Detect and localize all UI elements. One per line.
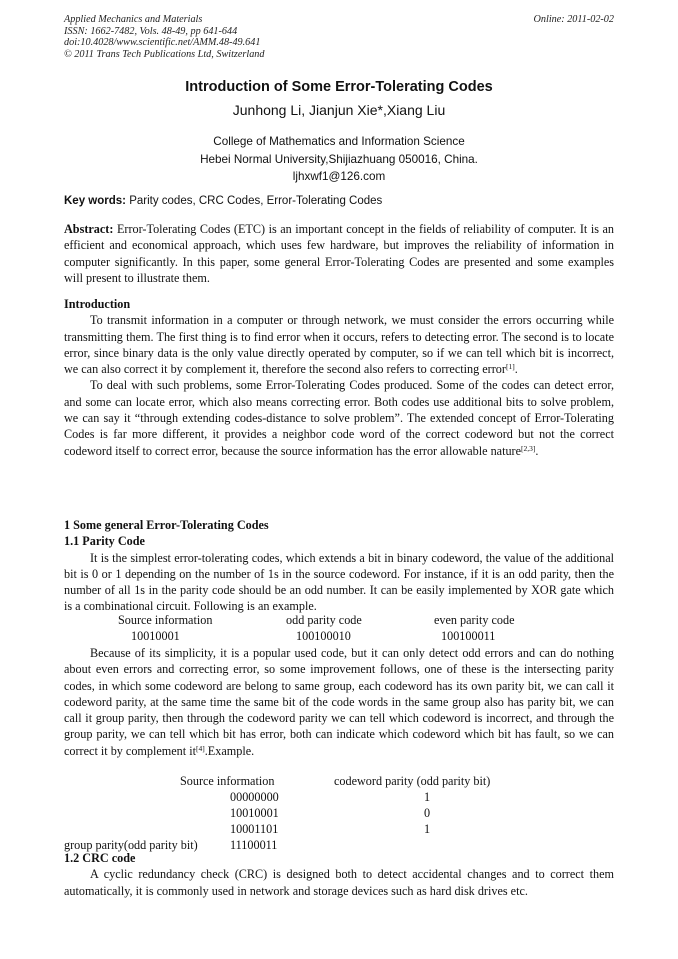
table-cell: 1	[424, 822, 431, 836]
crc-paragraph: A cyclic redundancy check (CRC) is designed both to detect accidental changes and to correct them automatically, it is commonly used in network and storage devices such as hard disk drives etc.	[64, 867, 614, 898]
table-header: even parity code	[434, 613, 515, 627]
journal-issn: ISSN: 1662-7482, Vols. 48-49, pp 641-644	[64, 25, 238, 37]
parity-paragraph-2: Because of its simplicity, it is a popular used code, but it can only detect odd errors and can do nothing about even errors and correcting error, so some improvement follows, one of these is the intersecting parity codes, in which some codeword are belong to same group, each codeword has its own parity bit, we can call it codeword parity, at the same time the same bit of the code words in the same group also has parity bit, we can call it group parity, then through the codeword parity we can tell which codeword is incorrect, and through the group parity, we can tell which bit has error, both can indicate which codeword which bit has fault, so we can correct it by complement it[4].Example.	[64, 646, 614, 758]
subsection-1-2-heading: 1.2 CRC code	[64, 851, 136, 865]
group-parity-label: group parity(odd parity bit)	[64, 838, 198, 852]
paper-authors: Junhong Li, Jianjun Xie*,Xiang Liu	[232, 102, 446, 118]
table-cell: 0	[424, 806, 431, 820]
subsection-1-1-heading: 1.1 Parity Code	[64, 534, 145, 549]
citation-4: [4]	[196, 743, 205, 753]
citation-2-3: [2,3]	[521, 443, 536, 453]
keywords	[64, 195, 382, 207]
intersecting-parity-table	[0, 773, 678, 853]
affiliation-line2: Hebei Normal University,Shijiazhuang 050016, China.	[200, 152, 478, 166]
affiliation	[0, 133, 678, 186]
abstract-label: Abstract:	[64, 222, 114, 236]
table-cell: 10010001	[230, 806, 279, 820]
section-1	[64, 517, 614, 615]
introduction-heading: Introduction	[64, 297, 131, 311]
paper-title: Introduction of Some Error-Tolerating Codes	[185, 79, 493, 95]
crc-section	[64, 850, 614, 899]
keywords-label: Key words:	[64, 195, 126, 207]
introduction-paragraph-2: To deal with such problems, some Error-Tolerating Codes produced. Some of the codes can detect error, and some can locate error, which also means correcting error. Both codes use additional bits to solve problem, we can say it “through extending codes-distance to solve problem”. The extended concept of Error-Tolerating Codes is far more different, it provides a neighbor code word of the correct codeword but not the correct codeword itself to correct error, because the source information has the error allowable nature[2,3].	[64, 378, 614, 458]
table-header: Source information	[118, 613, 213, 627]
introduction-section	[64, 296, 614, 459]
parity-paragraph-1: It is the simplest error-tolerating codes, which extends a bit in binary codeword, the value of the additional bit is 0 or 1 depending on the number of 1s in the source codeword. For instance, if it is an odd parity, then the number of all 1s in the parity code should be an odd number. It can be easily implemented by XOR gate which is a combinational circuit. Following is an example.	[64, 550, 614, 614]
affiliation-line1: College of Mathematics and Information Science	[213, 135, 465, 148]
online-date: Online: 2011-02-02	[533, 14, 614, 25]
table-header: codeword parity (odd parity bit)	[334, 774, 491, 788]
section-1-heading: 1 Some general Error-Tolerating Codes	[64, 518, 269, 532]
table-cell: 100100010	[296, 629, 351, 643]
citation-1: [1]	[505, 362, 515, 372]
table-cell: 100100011	[441, 629, 496, 643]
abstract	[64, 221, 614, 286]
parity-paragraph-2-block	[64, 645, 614, 759]
journal-header	[64, 14, 264, 60]
group-parity-value: 11100011	[230, 838, 278, 852]
abstract-text: Error-Tolerating Codes (ETC) is an important concept in the fields of reliability of computer. It is an efficient and economical approach, which uses few hardware, but improves the reliability of information in computer significantly. In this paper, some general Error-Tolerating Codes are presented and some examples will present to illustrate them.	[64, 222, 614, 285]
journal-name: Applied Mechanics and Materials	[64, 14, 203, 25]
table-cell: 10010001	[131, 629, 180, 643]
table-cell: 1	[424, 790, 431, 804]
parity-example-table	[0, 612, 678, 646]
introduction-paragraph-1: To transmit information in a computer or through network, we must consider the errors occurring while transmitting them. The first thing is to find error when it occurs, refers to detecting error. The second is to locate error, since binary data is the only value directly operated by computer, so if we can tell which bit is incorrect, we can also correct it by complement it, therefore the second also refers to correcting error[1].	[64, 313, 614, 377]
journal-doi: doi:10.4028/www.scientific.net/AMM.48-49.641	[64, 37, 261, 48]
table-cell: 00000000	[230, 790, 279, 804]
keywords-text: Parity codes, CRC Codes, Error-Tolerating Codes	[126, 195, 383, 207]
table-cell: 10001101	[230, 822, 279, 836]
table-header: Source information	[180, 774, 275, 788]
affiliation-email: ljhxwf1@126.com	[292, 170, 386, 183]
table-header: odd parity code	[286, 613, 362, 627]
journal-copyright: © 2011 Trans Tech Publications Ltd, Switzerland	[64, 48, 265, 60]
